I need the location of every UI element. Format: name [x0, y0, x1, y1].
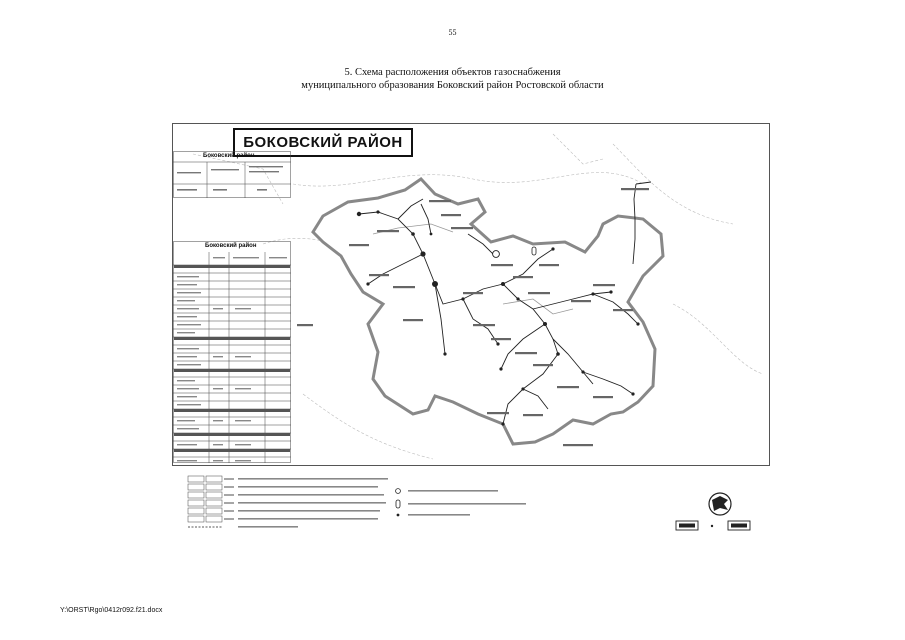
gas-station-marker	[493, 251, 500, 258]
district-boundary	[313, 179, 663, 444]
summary-table-top-title: Боковский район	[203, 153, 255, 159]
summary-table-bottom-title: Боковский район	[205, 243, 257, 249]
summary-table-top	[173, 151, 291, 198]
document-title	[0, 66, 905, 92]
page-number: 55	[448, 28, 457, 37]
map-legend	[182, 474, 622, 542]
summary-table-bottom	[173, 241, 291, 463]
document-title-line-2: муниципального образования Боковский район Ростовской области	[301, 80, 604, 91]
company-logo-mark	[668, 491, 760, 533]
summary-table-bottom-grid	[173, 241, 291, 463]
file-path-footer: Y:\ORST\Rgo\0412r092.f21.docx	[60, 607, 163, 614]
document-title-line-1: 5. Схема расположения объектов газоснабжения	[344, 67, 561, 78]
gas-regulator-marker	[532, 247, 536, 255]
company-logo	[668, 491, 760, 533]
district-map	[172, 123, 770, 466]
district-banner: БОКОВСКИЙ РАЙОН	[233, 128, 413, 157]
map-legend-drawing	[182, 474, 622, 542]
